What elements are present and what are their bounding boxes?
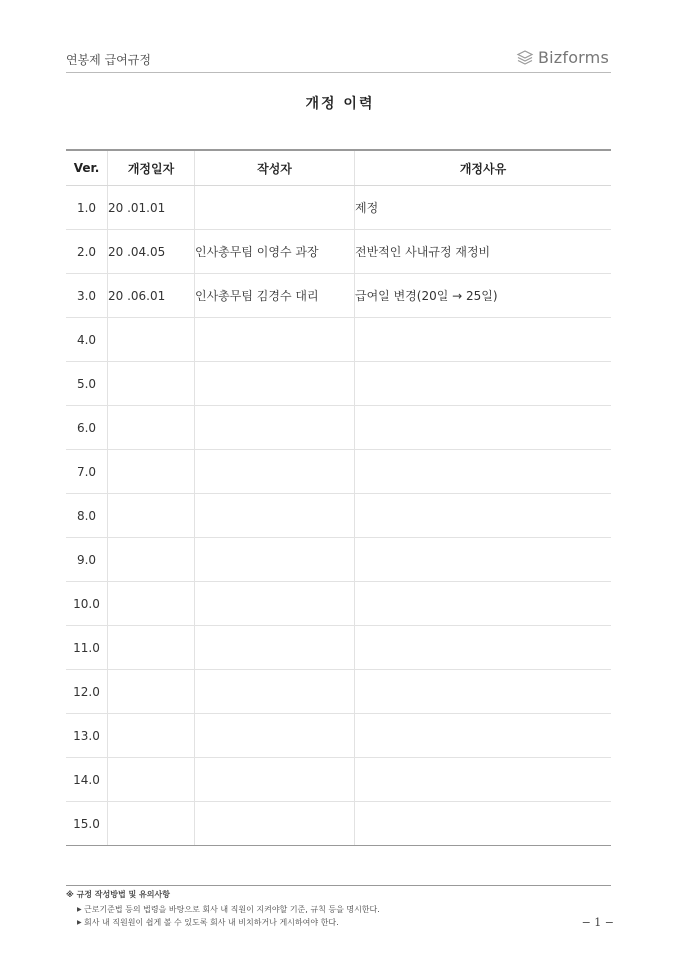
note-text: 근로기준법 등의 법령을 바탕으로 회사 내 직원이 지켜야할 기준, 규칙 등을 명시한다. (84, 905, 380, 914)
date-cell (108, 582, 195, 626)
reason-cell (355, 538, 612, 582)
reason-cell (355, 362, 612, 406)
reason-cell (355, 758, 612, 802)
version-cell: 4.0 (66, 318, 108, 362)
table-row (66, 274, 611, 318)
date-cell: 20 .04.05 (108, 230, 195, 274)
version-cell: 10.0 (66, 582, 108, 626)
date-cell (108, 318, 195, 362)
document-name: 연봉제 급여규정 (66, 53, 151, 67)
table-row (66, 406, 611, 450)
reason-cell (355, 626, 612, 670)
reason-cell (355, 494, 612, 538)
version-cell: 3.0 (66, 274, 108, 318)
triangle-bullet-icon: ▶ (77, 906, 82, 913)
table-row (66, 450, 611, 494)
notes-section (66, 885, 611, 929)
date-cell (108, 802, 195, 846)
reason-cell: 전반적인 사내규정 재정비 (355, 230, 612, 274)
version-cell: 6.0 (66, 406, 108, 450)
author-cell (195, 538, 355, 582)
author-cell (195, 450, 355, 494)
author-cell (195, 670, 355, 714)
page-header (66, 48, 611, 73)
page-number: − 1 − (581, 916, 614, 929)
version-cell: 8.0 (66, 494, 108, 538)
table-row (66, 802, 611, 846)
version-cell: 5.0 (66, 362, 108, 406)
version-cell: 11.0 (66, 626, 108, 670)
table-row (66, 758, 611, 802)
reason-cell (355, 318, 612, 362)
revision-history-table (66, 149, 611, 846)
table-row (66, 362, 611, 406)
author-cell (195, 626, 355, 670)
date-cell (108, 406, 195, 450)
date-cell (108, 758, 195, 802)
version-cell: 14.0 (66, 758, 108, 802)
column-header-date: 개정일자 (108, 150, 195, 186)
column-header-reason: 개정사유 (355, 150, 612, 186)
date-cell (108, 362, 195, 406)
version-cell: 9.0 (66, 538, 108, 582)
table-row (66, 714, 611, 758)
note-item (66, 903, 611, 916)
date-cell (108, 714, 195, 758)
version-cell: 15.0 (66, 802, 108, 846)
notes-title: ※ 규정 작성방법 및 유의사항 (66, 890, 170, 899)
table-row (66, 582, 611, 626)
author-cell: 인사총무팀 김경수 대리 (195, 274, 355, 318)
date-cell (108, 538, 195, 582)
table-header-row (66, 150, 611, 186)
author-cell: 인사총무팀 이영수 과장 (195, 230, 355, 274)
version-cell: 7.0 (66, 450, 108, 494)
table-row (66, 230, 611, 274)
version-cell: 12.0 (66, 670, 108, 714)
triangle-bullet-icon: ▶ (77, 919, 82, 926)
table-row (66, 538, 611, 582)
date-cell (108, 626, 195, 670)
stack-icon (516, 49, 534, 67)
reason-cell: 제정 (355, 186, 612, 230)
reason-cell (355, 406, 612, 450)
date-cell (108, 450, 195, 494)
reason-cell (355, 802, 612, 846)
author-cell (195, 362, 355, 406)
column-header-version: Ver. (66, 150, 108, 186)
date-cell (108, 670, 195, 714)
version-cell: 13.0 (66, 714, 108, 758)
brand-name: Bizforms (537, 48, 609, 67)
author-cell (195, 494, 355, 538)
note-text: 회사 내 직원원이 쉽게 볼 수 있도록 회사 내 비치하거나 게시하여야 한다. (84, 918, 339, 927)
reason-cell: 급여일 변경(20일 → 25일) (355, 274, 612, 318)
reason-cell (355, 714, 612, 758)
table-row (66, 494, 611, 538)
version-cell: 1.0 (66, 186, 108, 230)
author-cell (195, 758, 355, 802)
table-row (66, 318, 611, 362)
version-cell: 2.0 (66, 230, 108, 274)
author-cell (195, 318, 355, 362)
date-cell: 20 .06.01 (108, 274, 195, 318)
column-header-author: 작성자 (195, 150, 355, 186)
author-cell (195, 802, 355, 846)
date-cell: 20 .01.01 (108, 186, 195, 230)
table-row (66, 186, 611, 230)
reason-cell (355, 670, 612, 714)
author-cell (195, 186, 355, 230)
brand-logo (516, 48, 609, 67)
reason-cell (355, 450, 612, 494)
page-title: 개정 이력 (305, 96, 375, 112)
date-cell (108, 494, 195, 538)
reason-cell (355, 582, 612, 626)
author-cell (195, 406, 355, 450)
note-item (66, 916, 611, 929)
author-cell (195, 582, 355, 626)
table-row (66, 670, 611, 714)
author-cell (195, 714, 355, 758)
table-row (66, 626, 611, 670)
